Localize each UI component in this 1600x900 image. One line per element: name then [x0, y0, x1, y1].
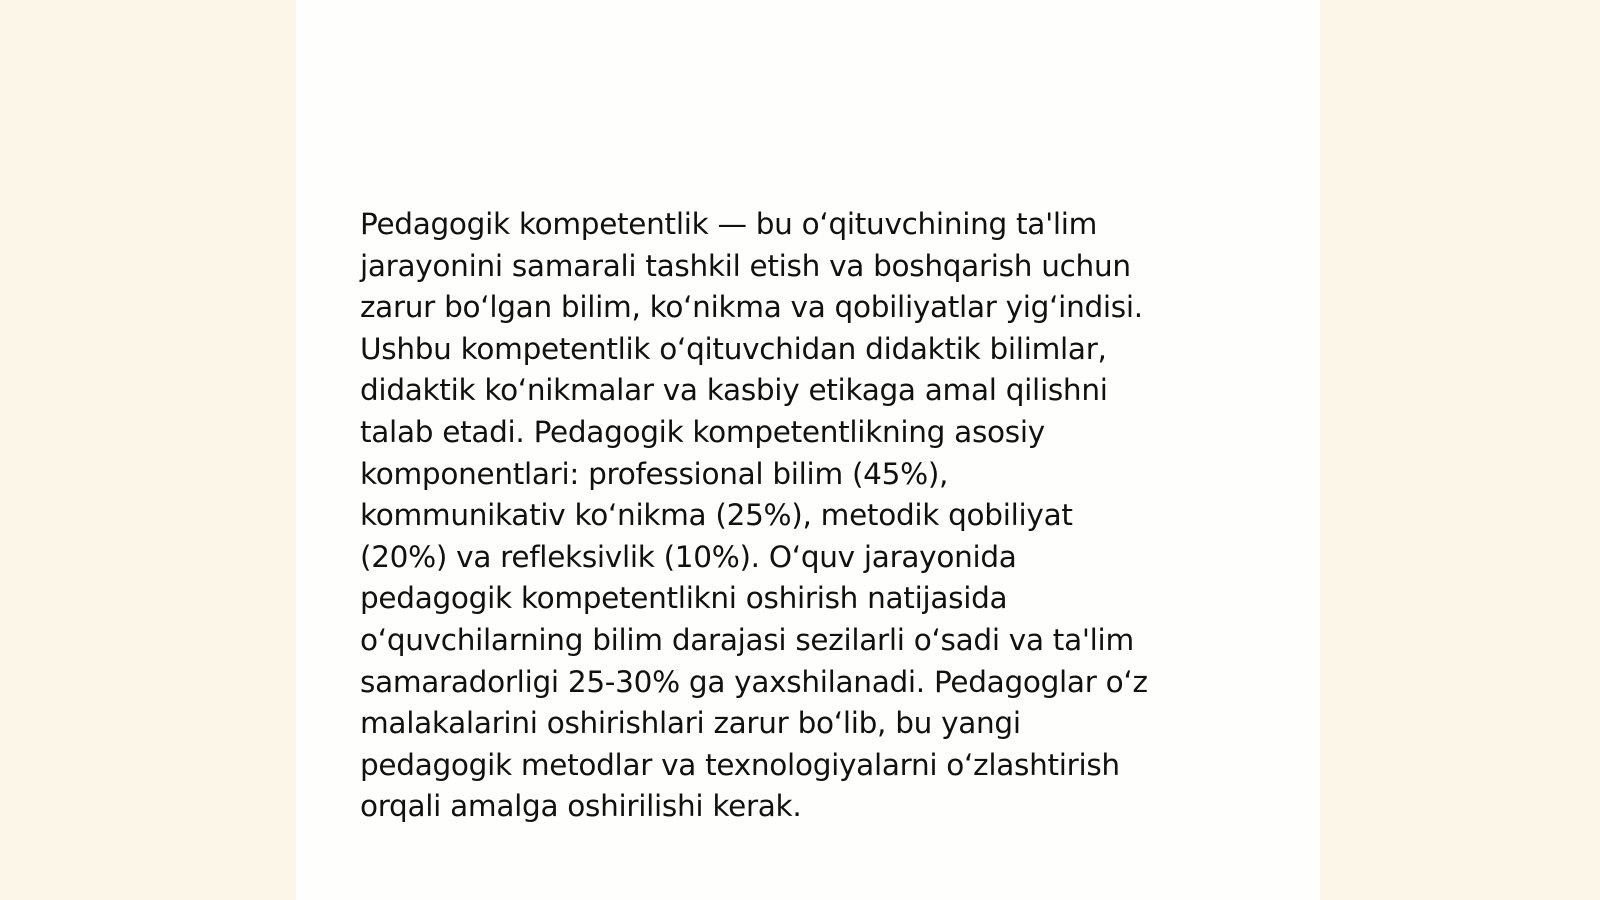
paragraph-line: talab etadi. Pedagogik kompetentlikning asosiy [360, 414, 1045, 449]
paragraph-line: samaradorligi 25-30% ga yaxshilanadi. Pedagoglar oʻz [360, 664, 1148, 699]
body-paragraph [360, 204, 1260, 828]
paragraph-line: (20%) va refleksivlik (10%). Oʻquv jarayonida [360, 539, 1017, 574]
paragraph-line: pedagogik metodlar va texnologiyalarni oʻzlashtirish [360, 747, 1120, 782]
paragraph-line: komponentlari: professional bilim (45%), [360, 456, 949, 491]
paragraph-line: Ushbu kompetentlik oʻqituvchidan didaktik bilimlar, [360, 331, 1107, 366]
paragraph-line: oʻquvchilarning bilim darajasi sezilarli oʻsadi va ta'lim [360, 622, 1134, 657]
paragraph-line: didaktik koʻnikmalar va kasbiy etikaga amal qilishni [360, 373, 1108, 408]
paragraph-line: pedagogik kompetentlikni oshirish natijasida [360, 581, 1008, 616]
paragraph-line: orqali amalga oshirilishi kerak. [360, 789, 802, 824]
paragraph-line: jarayonini samarali tashkil etish va boshqarish uchun [360, 248, 1131, 283]
paragraph-line: malakalarini oshirishlari zarur boʻlib, bu yangi [360, 706, 1021, 741]
paragraph-line: zarur boʻlgan bilim, koʻnikma va qobiliyatlar yigʻindisi. [360, 290, 1143, 325]
paragraph-line: Pedagogik kompetentlik — bu oʻqituvchining ta'lim [360, 207, 1098, 241]
document-page [296, 0, 1320, 900]
paragraph-line: kommunikativ koʻnikma (25%), metodik qobiliyat [360, 498, 1073, 533]
